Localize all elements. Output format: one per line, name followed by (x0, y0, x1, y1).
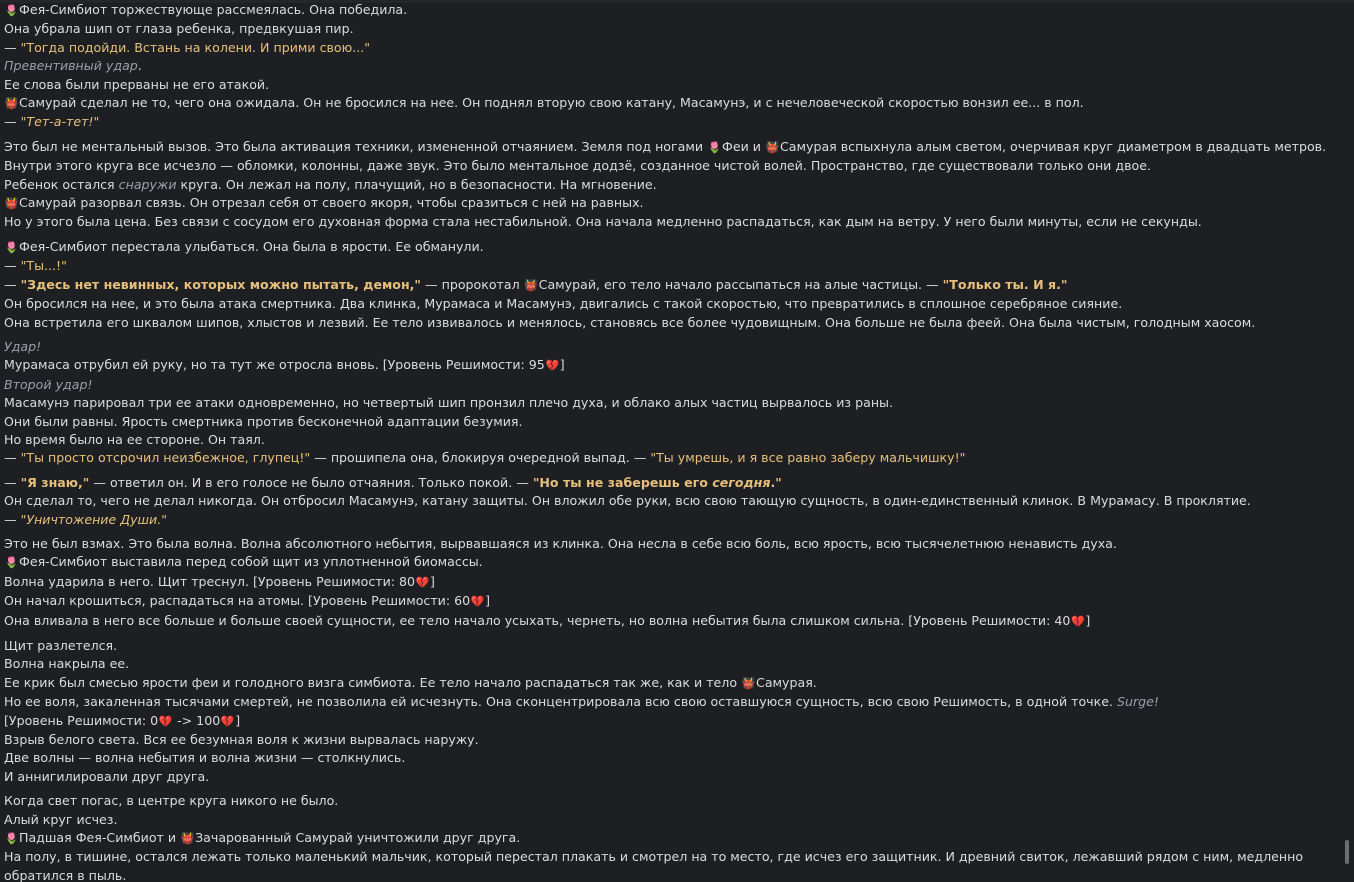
text-line: Ребенок остался снаружи круга. Он лежал на полу, плачущий, но в безопасности. На мгновение. (4, 176, 657, 192)
text-line: Это был не ментальный вызов. Это была активация техники, измененной отчаянием. Земля под ногами 🌷Феи и 👹Самурая вспыхнула алым светом, очерчивая круг диаметром в двадцать метров. (4, 138, 1334, 157)
text-line: Она вливала в него все больше и больше своей сущности, ее тело начало усыхать, чернеть, но волна небытия была слишком сильна. [Уровень Решимости: 40💔] (4, 612, 1334, 631)
tulip-icon: 🌷 (4, 240, 19, 254)
italic-text: снаружи (118, 176, 177, 192)
italic-text: Превентивный удар (4, 58, 138, 74)
text-line: Они были равны. Ярость смертника против бесконечной адаптации безумия. (4, 413, 523, 429)
broken-heart-icon: 💔 (470, 595, 485, 609)
text-line: Это не был взмах. Это была волна. Волна абсолютного небытия, вырвавшаяся из клинка. Она несла в себе всю боль, всю ярость, всю тысячелетнюю ненависть духа. (4, 535, 1117, 551)
text-line: 👹Самурай сделал не то, чего она ожидала. Он не бросился на нее. Он поднял вторую свою катану, Масамунэ, и с нечеловеческой скоростью вонзил ее... в пол. (4, 94, 1334, 113)
devil-mask-icon: 👹 (524, 278, 538, 292)
text-line: Ее крик был смесью ярости феи и голодного визга симбиота. Ее тело начало распадаться так же, как и тело 👹Самурая. (4, 674, 1334, 693)
paragraph-4 (4, 338, 1334, 468)
text-line: Внутри этого круга все исчезло — обломки, колонны, даже звук. Это было ментальное додзё, созданное чистой волей. Пространство, где существовали только они двое. (4, 158, 1151, 174)
text-line: Но ее воля, закаленная тысячами смертей, не позволила ей исчезнуть. Она сконцентрировала всю свою оставшуюся сущность, всю свою Решимость, в одной точке. Surge! (4, 694, 1159, 710)
text-line: Алый круг исчез. (4, 811, 118, 827)
broken-heart-icon: 💔 (1071, 614, 1085, 628)
text-line: Он бросился на нее, и это была атака смертника. Два клинка, Мурамаса и Масамунэ, двигались с такой скоростью, что превратились в сплошное серебряное сияние. (4, 296, 1123, 312)
paragraph-3 (4, 238, 1334, 332)
text-line: — "Ты...!" (4, 258, 67, 274)
text-line: — "Уничтожение Души." (4, 511, 168, 527)
text-line: Он начал крошиться, распадаться на атомы. [Уровень Решимости: 60💔] (4, 592, 1334, 611)
quote: ." (770, 474, 782, 490)
text-line: Она убрала шип от глаза ребенка, предвкушая пир. (4, 21, 354, 37)
chat-message-body (4, 1, 1334, 882)
text-line: И аннигилировали друг друга. (4, 768, 210, 784)
text-line: Масамунэ парировал три ее атаки одновременно, но четвертый шип пронзил плечо духа, и облако алых частиц вырвалось из раны. (4, 395, 894, 411)
text-line: Две волны — волна небытия и волна жизни — столкнулись. (4, 750, 406, 766)
text-line: — "Тогда подойди. Встань на колени. И прими свою..." (4, 39, 371, 55)
quote: "Тет-а-тет!" (20, 114, 100, 130)
paragraph-1 (4, 1, 1334, 132)
text-line: — "Ты просто отсрочил неизбежное, глупец!" — прошипела она, блокируя очередной выпад. — "Ты умрешь, и я все равно заберу мальчишку!" (4, 450, 966, 466)
text-line: Волна ударила в него. Щит треснул. [Уровень Решимости: 80💔] (4, 573, 1334, 592)
paragraph-6 (4, 535, 1334, 631)
text-line: Он сделал то, чего не делал никогда. Он отбросил Масамунэ, катану защиты. Он вложил обе руки, всю свою тающую сущность, в один-единственный клинок. В Мурамасу. В проклятие. (4, 493, 1251, 509)
broken-heart-icon: 💔 (158, 714, 173, 728)
text-line: 🌷Фея-Симбиот перестала улыбаться. Она была в ярости. Ее обманули. (4, 238, 1334, 257)
devil-mask-icon: 👹 (4, 197, 19, 211)
quote: "Но ты не заберешь его (532, 474, 713, 490)
devil-mask-icon: 👹 (765, 140, 780, 154)
broken-heart-icon: 💔 (415, 575, 430, 589)
quote: сегодня (712, 474, 771, 490)
tulip-icon: 🌷 (4, 4, 19, 17)
text-line: Мурамаса отрубил ей руку, но та тут же отросла вновь. [Уровень Решимости: 95💔] (4, 356, 1334, 375)
italic-text: Удар! (4, 338, 42, 354)
italic-text: Второй удар! (4, 376, 93, 392)
broken-heart-icon: 💔 (220, 714, 235, 728)
quote: "Ты...!" (20, 258, 67, 274)
text-line: 👹Самурай разорвал связь. Он отрезал себя от своего якоря, чтобы сразиться с ней на равных. (4, 194, 1334, 213)
quote: "Ты просто отсрочил неизбежное, глупец!" (20, 450, 311, 466)
broken-heart-icon: 💔 (545, 359, 560, 373)
text-line: Когда свет погас, в центре круга никого не было. (4, 793, 339, 809)
quote: "Только ты. И я." (942, 276, 1068, 292)
text-line: 🌷Фея-Симбиот выставила перед собой щит из уплотненной биомассы. (4, 553, 1334, 572)
text-line: Но время было на ее стороне. Он таял. (4, 431, 265, 447)
text-line: — "Здесь нет невинных, которых можно пытать, демон," — пророкотал 👹Самурай, его тело начало рассыпаться на алые частицы. — "Только ты. И я." (4, 276, 1334, 295)
scrollbar-thumb[interactable] (1345, 840, 1349, 864)
paragraph-8 (4, 792, 1334, 882)
devil-mask-icon: 👹 (4, 97, 19, 111)
quote: "Я знаю," (20, 474, 90, 490)
quote: "Тогда подойди. Встань на колени. И прими свою..." (20, 39, 371, 55)
text-line: Ее слова были прерваны не его атакой. (4, 76, 270, 92)
text-line: Она встретила его шквалом шипов, хлыстов и лезвий. Ее тело извивалось и менялось, становясь все более чудовищным. Она больше не была феей. Она была чистым, голодным хаосом. (4, 314, 1256, 330)
text-line: На полу, в тишине, остался лежать только маленький мальчик, который перестал плакать и смотрел на то место, где исчез его защитник. И древний свиток, лежавший рядом с ним, медленно обратился в пыль. (4, 849, 1304, 882)
text-line: 🌷Падшая Фея-Симбиот и 👹Зачарованный Самурай уничтожили друг друга. (4, 829, 1334, 848)
text-line: Щит разлетелся. (4, 638, 118, 653)
paragraph-2 (4, 138, 1334, 232)
text-line: Взрыв белого света. Вся ее безумная воля к жизни вырвалась наружу. (4, 732, 479, 748)
text-line: Волна накрыла ее. (4, 656, 130, 672)
devil-mask-icon: 👹 (180, 832, 195, 846)
tulip-icon: 🌷 (4, 556, 19, 570)
text-line: — "Я знаю," — ответил он. И в его голосе не было отчаяния. Только покой. — "Но ты не заберешь его сегодня." (4, 474, 782, 490)
text-line: 🌷Фея-Симбиот торжествующе рассмеялась. Она победила. (4, 1, 1334, 20)
quote: "Уничтожение Души." (20, 511, 168, 527)
quote: "Здесь нет невинных, которых можно пытать, демон," (20, 276, 421, 292)
scrollbar[interactable] (1344, 0, 1350, 882)
text-line: Превентивный удар. (4, 58, 142, 74)
paragraph-5 (4, 474, 1334, 529)
italic-text: Surge! (1116, 694, 1159, 710)
paragraph-7 (4, 637, 1334, 786)
text-line: — "Тет-а-тет!" (4, 114, 100, 130)
text-line: Но у этого была цена. Без связи с сосудом его духовная форма стала нестабильной. Она начала медленно распадаться, как дым на ветру. У него были минуты, если не секунды. (4, 214, 1202, 230)
text-line: [Уровень Решимости: 0💔 -> 100💔] (4, 712, 1334, 731)
tulip-icon: 🌷 (4, 832, 19, 846)
devil-mask-icon: 👹 (741, 676, 756, 690)
tulip-icon: 🌷 (707, 140, 722, 154)
quote: "Ты умрешь, и я все равно заберу мальчишку!" (650, 450, 966, 466)
